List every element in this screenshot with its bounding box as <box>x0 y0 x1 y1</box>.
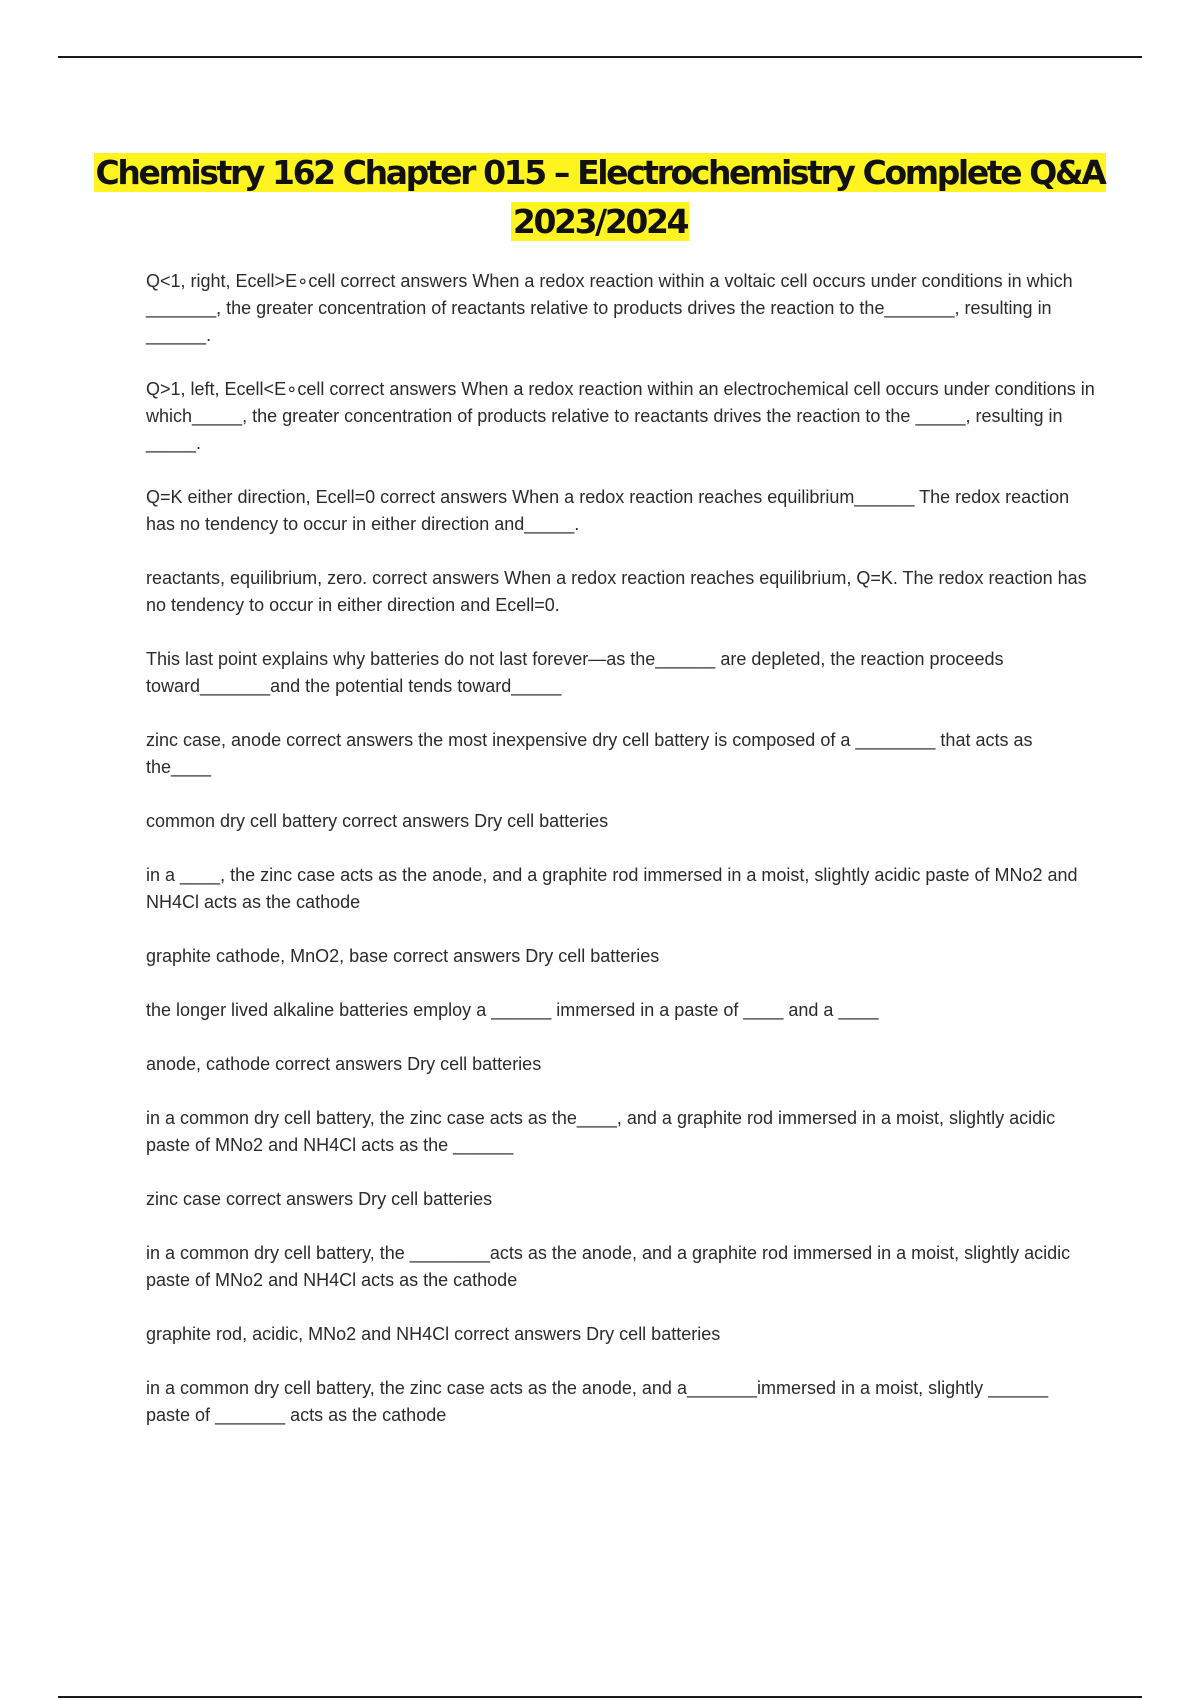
qa-paragraph: Q>1, left, Ecell<E∘cell correct answers When a redox reaction within an electrochemical cell occurs under conditions in which_____, the greater concentration of products relative to reactants drives the reaction to the _____, resulting in _____. <box>146 379 1095 453</box>
qa-paragraph: the longer lived alkaline batteries employ a ______ immersed in a paste of ____ and a ____ <box>146 1000 879 1020</box>
qa-paragraph: Q<1, right, Ecell>E∘cell correct answers When a redox reaction within a voltaic cell occurs under conditions in which _______, the greater concentration of reactants relative to products drives the reaction to the_______, resulting in ______. <box>146 271 1073 345</box>
bottom-rule <box>58 1696 1142 1698</box>
qa-paragraph: graphite cathode, MnO2, base correct answers Dry cell batteries <box>146 946 660 966</box>
title-line-1: Chemistry 162 Chapter 015 – Electrochemistry Complete Q&A <box>95 153 1105 192</box>
document-title <box>0 148 1200 246</box>
qa-paragraph: This last point explains why batteries do not last forever—as the______ are depleted, the reaction proceeds toward_______and the potential tends toward_____ <box>146 649 1004 696</box>
qa-paragraph: in a common dry cell battery, the zinc case acts as the anode, and a_______immersed in a moist, slightly ______ paste of _______ acts as the cathode <box>146 1378 1049 1425</box>
qa-paragraph: in a common dry cell battery, the zinc case acts as the____, and a graphite rod immersed in a moist, slightly acidic paste of MNo2 and NH4Cl acts as the ______ <box>146 1108 1056 1155</box>
qa-paragraph: zinc case correct answers Dry cell batteries <box>146 1189 493 1209</box>
qa-paragraph: in a common dry cell battery, the ________acts as the anode, and a graphite rod immersed in a moist, slightly acidic paste of MNo2 and NH4Cl acts as the cathode <box>146 1243 1071 1290</box>
qa-paragraph: Q=K either direction, Ecell=0 correct answers When a redox reaction reaches equilibrium______ The redox reaction has no tendency to occur in either direction and_____. <box>146 487 1070 534</box>
title-line-2: 2023/2024 <box>512 202 688 241</box>
qa-paragraph: anode, cathode correct answers Dry cell batteries <box>146 1054 542 1074</box>
top-rule <box>58 56 1142 58</box>
qa-paragraph: zinc case, anode correct answers the most inexpensive dry cell battery is composed of a ________ that acts as the____ <box>146 730 1033 777</box>
qa-paragraph: reactants, equilibrium, zero. correct answers When a redox reaction reaches equilibrium, Q=K. The redox reaction has no tendency to occur in either direction and Ecell=0. <box>146 568 1087 615</box>
document-body <box>146 268 1096 1429</box>
qa-paragraph: graphite rod, acidic, MNo2 and NH4Cl correct answers Dry cell batteries <box>146 1324 721 1344</box>
qa-paragraph: common dry cell battery correct answers Dry cell batteries <box>146 811 609 831</box>
qa-paragraph: in a ____, the zinc case acts as the anode, and a graphite rod immersed in a moist, slightly acidic paste of MNo2 and NH4Cl acts as the cathode <box>146 865 1078 912</box>
